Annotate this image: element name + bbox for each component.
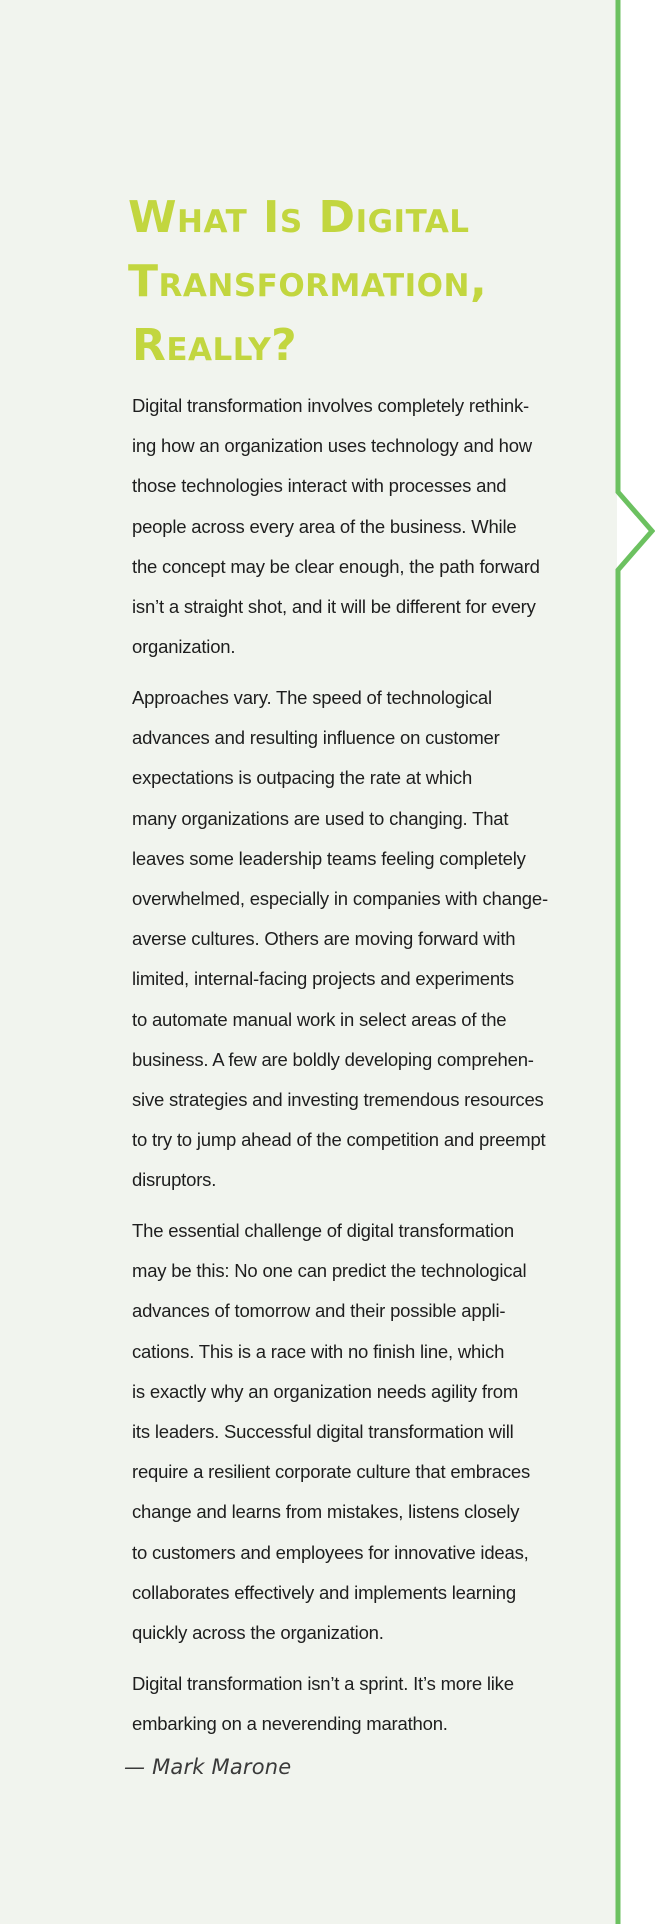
text-line: cations. This is a race with no finish line, which [132, 1340, 505, 1362]
text-line: change and learns from mistakes, listens closely [132, 1501, 520, 1523]
text-line: limited, internal-facing projects and experiments [132, 968, 514, 990]
page-title [128, 186, 487, 378]
article-body [132, 386, 592, 1755]
text-line: Digital transformation isn’t a sprint. It’s more like [132, 1672, 514, 1694]
text-line: people across every area of the business. While [132, 515, 517, 537]
text-line: overwhelmed, especially in companies with change- [132, 887, 548, 909]
paragraph-3 [132, 1211, 592, 1653]
chevron-right-icon [618, 0, 652, 1924]
paragraph-2 [132, 678, 592, 1201]
text-line: sive strategies and investing tremendous resources [132, 1088, 544, 1110]
text-line: to automate manual work in select areas of the [132, 1008, 507, 1030]
text-line: those technologies interact with processes and [132, 475, 507, 497]
text-line: the concept may be clear enough, the path forward [132, 555, 540, 577]
text-line: expectations is outpacing the rate at which [132, 767, 473, 789]
text-line: advances and resulting influence on customer [132, 727, 500, 749]
text-line: embarking on a neverending marathon. [132, 1713, 448, 1734]
text-line: to customers and employees for innovative ideas, [132, 1541, 529, 1563]
text-line: Approaches vary. The speed of technological [132, 686, 492, 708]
text-line: quickly across the organization. [132, 1622, 384, 1644]
text-line: may be this: No one can predict the technological [132, 1260, 527, 1282]
title-line-3: Really? [132, 320, 298, 371]
text-line: to try to jump ahead of the competition and preempt [132, 1129, 546, 1151]
text-line: business. A few are boldly developing comprehen- [132, 1048, 534, 1070]
text-line: its leaders. Successful digital transformation will [132, 1421, 514, 1443]
text-line: disruptors. [132, 1169, 217, 1191]
text-line: is exactly why an organization needs agility from [132, 1380, 519, 1402]
paragraph-1 [132, 386, 592, 667]
text-line: organization. [132, 636, 236, 658]
text-line: isn’t a straight shot, and it will be different for every [132, 596, 536, 618]
text-line: Digital transformation involves completely rethink- [132, 395, 529, 416]
text-line: The essential challenge of digital transformation [132, 1220, 515, 1242]
text-line: many organizations are used to changing. That [132, 807, 509, 829]
text-line: ing how an organization uses technology and how [132, 435, 532, 457]
text-line: require a resilient corporate culture that embraces [132, 1461, 531, 1483]
paragraph-4 [132, 1664, 592, 1744]
title-line-1: What Is Digital [128, 192, 470, 243]
title-line-2: Transformation, [128, 256, 488, 307]
text-line: collaborates effectively and implements learning [132, 1581, 516, 1603]
text-line: averse cultures. Others are moving forward with [132, 928, 516, 950]
text-line: leaves some leadership teams feeling completely [132, 847, 526, 869]
author-attribution: — Mark Marone [124, 1755, 292, 1779]
text-line: advances of tomorrow and their possible appli- [132, 1300, 506, 1322]
